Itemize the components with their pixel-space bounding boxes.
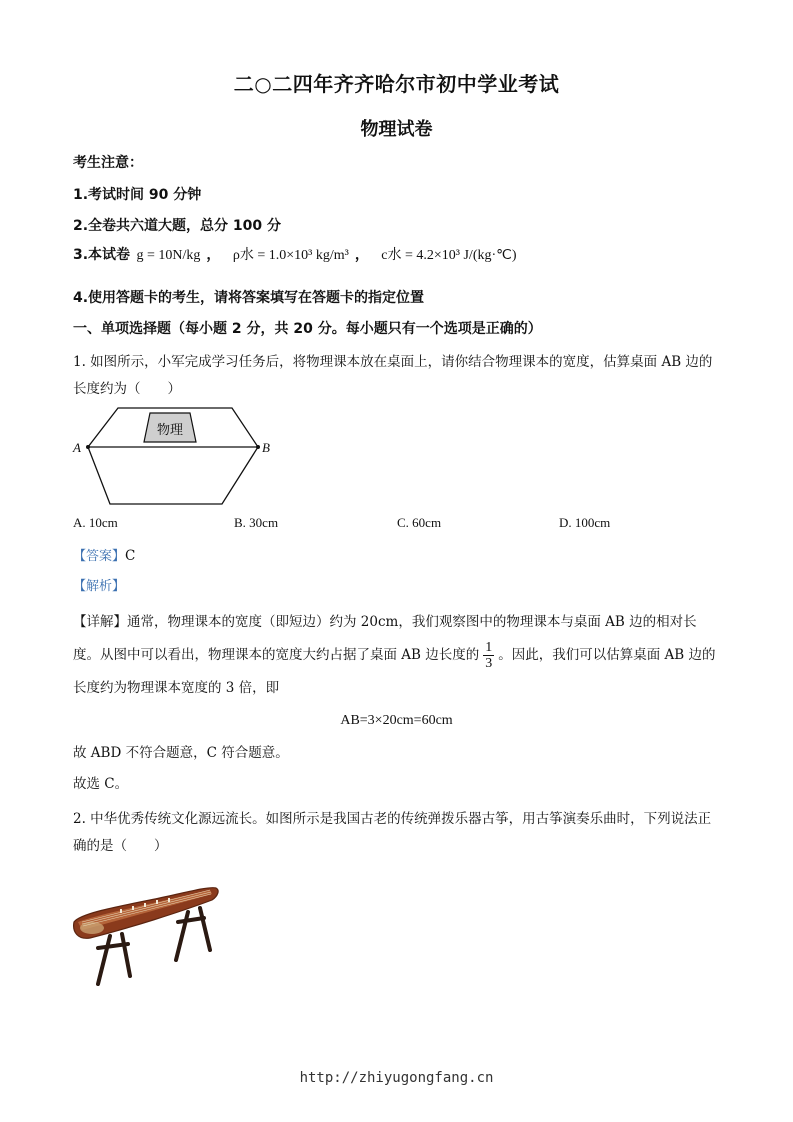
constant-g: g = 10N/kg <box>136 248 201 263</box>
fraction-numerator: 1 <box>485 639 493 655</box>
q1-analysis-line <box>73 577 723 596</box>
constant-rho-water: ρ水 = 1.0×10³ kg/m³ <box>232 248 349 263</box>
note-item-3-constants <box>73 244 517 264</box>
constant-c-water: c水 = 4.2×10³ J/(kg·℃) <box>381 248 517 263</box>
fraction-denominator: 3 <box>485 656 493 672</box>
fraction-one-third <box>483 640 494 672</box>
guzheng-stand-right <box>176 908 210 960</box>
q2-stem: 2. 中华优秀传统文化源远流长。如图所示是我国古老的传统弹拨乐器古筝，用古筝演奏乐曲时，下列说法正确的是（ ） <box>73 811 712 854</box>
point-b-label: B <box>262 440 270 455</box>
detail-tag: 【详解】 <box>73 614 127 630</box>
book-label: 物理 <box>156 423 184 438</box>
note-item-3-lead: 3.本试卷 <box>73 247 131 263</box>
constant-separator: ， <box>206 247 221 263</box>
analysis-tag: 【解析】 <box>73 579 126 594</box>
note-item-1: 1.考试时间 90 分钟 <box>73 187 202 203</box>
answer-tag: 【答案】 <box>73 549 126 564</box>
note-item-4: 4.使用答题卡的考生，请将答案填写在答题卡的指定位置 <box>73 290 425 306</box>
guzheng-image <box>70 878 225 998</box>
q1-option-b[interactable]: B. 30cm <box>234 515 279 530</box>
notes-heading: 考生注意： <box>73 155 143 171</box>
q1-option-d[interactable]: D. 100cm <box>559 515 611 530</box>
point-a-dot <box>86 445 90 449</box>
q1-desk-figure <box>70 400 280 510</box>
q1-conclusion: 故 ABD 不符合题意，C 符合题意。 <box>73 745 289 761</box>
note-item-2: 2.全卷共六道大题，总分 100 分 <box>73 218 282 234</box>
q1-detail-part-2: 。因此，我们可以估算桌面 AB 边的长度约为物理课本宽度的 3 倍，即 <box>73 647 716 697</box>
q1-answer: C <box>125 548 136 564</box>
q1-answer-line <box>73 547 723 566</box>
q1-detail-part-1: 通常，物理课本的宽度（即短边）约为 20cm，我们观察图中的物理课本与桌面 AB 边的相对长度。从图中可以看出，物理课本的宽度大约占据了桌面 AB 边长度的 <box>73 614 697 664</box>
q1-equation: AB=3×20cm=60cm <box>340 713 453 728</box>
guzheng-stand-left <box>98 934 130 984</box>
constant-separator: ， <box>354 247 369 263</box>
q1-detail <box>73 606 723 705</box>
q1-option-c[interactable]: C. 60cm <box>397 515 442 530</box>
q1-stem: 1. 如图所示，小军完成学习任务后，将物理课本放在桌面上，请你结合物理课本的宽度，估算桌面 AB 边的长度约为（ ） <box>73 354 713 397</box>
exam-title: 二○二四年齐齐哈尔市初中学业考试 <box>233 72 560 96</box>
footer-url[interactable]: http://zhiyugongfang.cn <box>299 1070 494 1086</box>
q1-choose: 故选 C。 <box>73 776 129 792</box>
q1-option-a[interactable]: A. 10cm <box>73 515 118 530</box>
point-a-label: A <box>73 440 81 455</box>
section-1-heading: 一、单项选择题（每小题 2 分，共 20 分。每小题只有一个选项是正确的） <box>73 321 542 337</box>
point-b-dot <box>256 445 260 449</box>
exam-subtitle: 物理试卷 <box>360 119 433 140</box>
